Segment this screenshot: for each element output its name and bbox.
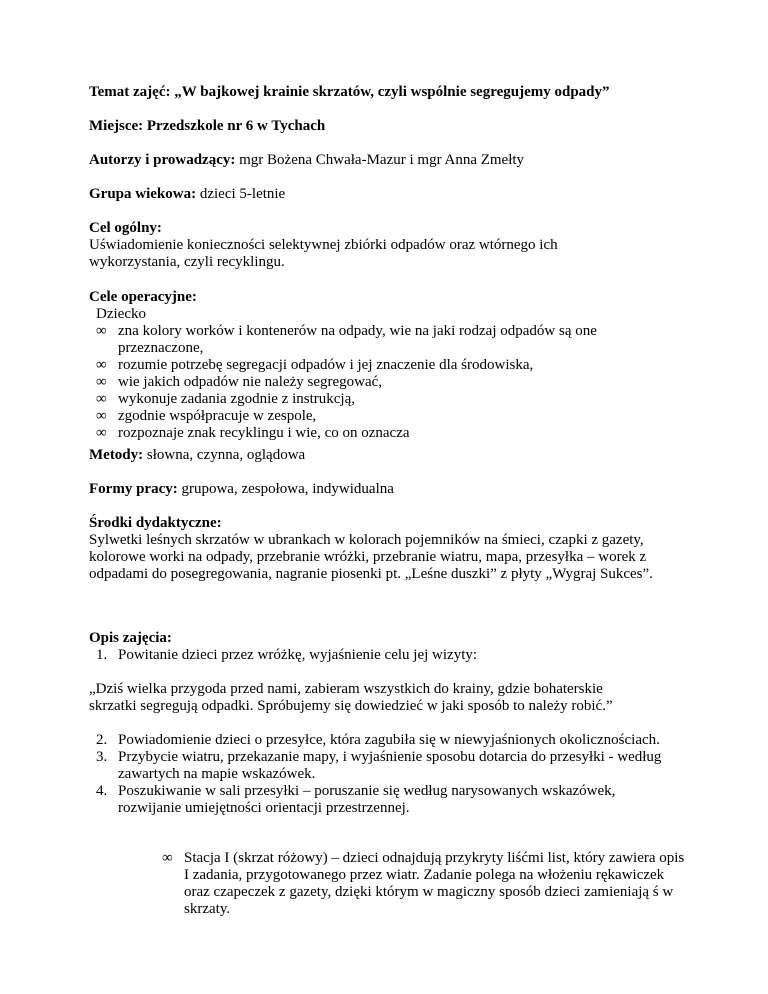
authors-line bbox=[89, 152, 689, 169]
infinity-bullet-icon: ∞ bbox=[96, 357, 107, 373]
description-steps-list bbox=[89, 732, 669, 817]
topic-line bbox=[89, 84, 689, 101]
list-item-text: Przybycie wiatru, przekazanie mapy, i wyjaśnienie sposobu dotarcia do przesyłki - według zawartych na mapie wskazówek. bbox=[118, 749, 662, 782]
infinity-bullet-icon: ∞ bbox=[162, 850, 173, 866]
general-goal-text: Uświadomienie konieczności selektywnej zbiórki odpadów oraz wtórnego ich wykorzystania, czyli recyklingu. bbox=[89, 237, 558, 270]
general-goal-heading: Cel ogólny: bbox=[89, 220, 162, 236]
list-item-text: wie jakich odpadów nie należy segregować, bbox=[118, 374, 383, 390]
step-number: 2. bbox=[96, 732, 108, 748]
methods-line bbox=[89, 447, 689, 464]
list-item bbox=[162, 850, 689, 918]
list-item bbox=[96, 391, 653, 408]
operational-goals-heading: Cele operacyjne: bbox=[89, 289, 197, 305]
place-value: Przedszkole nr 6 w Tychach bbox=[146, 118, 326, 134]
stations-list bbox=[162, 850, 689, 918]
list-item bbox=[96, 647, 689, 664]
description-section bbox=[89, 630, 689, 664]
infinity-bullet-icon: ∞ bbox=[96, 391, 107, 407]
infinity-bullet-icon: ∞ bbox=[96, 425, 107, 441]
place-label: Miejsce: bbox=[89, 118, 144, 134]
operational-goals-intro: Dziecko bbox=[96, 306, 146, 322]
forms-line bbox=[89, 481, 689, 498]
step-number: 4. bbox=[96, 783, 108, 799]
list-item-text: Poszukiwanie w sali przesyłki – poruszanie się według narysowanych wskazówek, rozwijanie umiejętności orientacji przestrzennej. bbox=[118, 783, 616, 816]
forms-value: grupowa, zespołowa, indywidualna bbox=[181, 481, 394, 497]
infinity-bullet-icon: ∞ bbox=[96, 323, 107, 339]
station-section bbox=[162, 850, 689, 918]
topic-label: Temat zajęć: bbox=[89, 84, 171, 100]
step-number: 3. bbox=[96, 749, 108, 765]
list-item-text: Powitanie dzieci przez wróżkę, wyjaśnienie celu jej wizyty: bbox=[118, 647, 478, 663]
list-item bbox=[96, 357, 653, 374]
authors-label: Autorzy i prowadzący: bbox=[89, 152, 236, 168]
operational-goals-section bbox=[89, 289, 689, 442]
fairy-quote bbox=[89, 681, 654, 715]
authors-value: mgr Bożena Chwała-Mazur i mgr Anna Zmełty bbox=[239, 152, 525, 168]
list-item-text: Stacja I (skrzat różowy) – dzieci odnajdują przykryty liśćmi list, który zawiera opis I zadania, przygotowanego przez wiatr. Zadanie polega na włożeniu rękawiczek oraz czapeczek z gazety, dzięki którym w magiczny sposób dzieci zamieniają ś w skrzaty. bbox=[184, 850, 685, 917]
age-group-label: Grupa wiekowa: bbox=[89, 186, 197, 202]
list-item bbox=[96, 408, 653, 425]
list-item bbox=[96, 749, 669, 783]
list-item-text: rozumie potrzebę segregacji odpadów i jej znaczenie dla środowiska, bbox=[118, 357, 534, 373]
forms-label: Formy pracy: bbox=[89, 481, 178, 497]
age-group-line bbox=[89, 186, 689, 203]
list-item-text: zgodnie współpracuje w zespole, bbox=[118, 408, 317, 424]
operational-goals-list bbox=[89, 323, 653, 442]
place-line bbox=[89, 118, 689, 135]
list-item-text: rozpoznaje znak recyklingu i wie, co on oznacza bbox=[118, 425, 410, 441]
list-item-text: zna kolory worków i kontenerów na odpady, wie na jaki rodzaj odpadów są one przeznaczone, bbox=[118, 323, 597, 356]
infinity-bullet-icon: ∞ bbox=[96, 374, 107, 390]
step-number: 1. bbox=[96, 647, 108, 663]
list-item bbox=[96, 783, 669, 817]
didactic-means-section bbox=[89, 515, 684, 583]
list-item bbox=[96, 323, 653, 357]
didactic-means-heading: Środki dydaktyczne: bbox=[89, 515, 222, 531]
list-item bbox=[96, 732, 669, 749]
quote-text: „Dziś wielka przygoda przed nami, zabieram wszystkich do krainy, gdzie bohaterskie skrzatki segregują odpadki. Spróbujemy się dowiedzieć w jaki sposób to należy robić.” bbox=[89, 681, 613, 714]
infinity-bullet-icon: ∞ bbox=[96, 408, 107, 424]
description-steps bbox=[89, 732, 669, 817]
list-item bbox=[96, 374, 653, 391]
general-goal-section bbox=[89, 220, 609, 271]
list-item-text: Powiadomienie dzieci o przesyłce, która zagubiła się w niewyjaśnionych okolicznościach. bbox=[118, 732, 660, 748]
list-item-text: wykonuje zadania zgodnie z instrukcją, bbox=[118, 391, 355, 407]
list-item bbox=[96, 425, 653, 442]
age-group-value: dzieci 5-letnie bbox=[199, 186, 286, 202]
description-heading: Opis zajęcia: bbox=[89, 630, 172, 646]
methods-label: Metody: bbox=[89, 447, 144, 463]
description-step1-list bbox=[89, 647, 689, 664]
methods-value: słowna, czynna, oglądowa bbox=[146, 447, 306, 463]
topic-value: „W bajkowej krainie skrzatów, czyli wspólnie segregujemy odpady” bbox=[174, 84, 610, 100]
didactic-means-text: Sylwetki leśnych skrzatów w ubrankach w kolorach pojemników na śmieci, czapki z gazety, kolorowe worki na odpady, przebranie wróżki, przebranie wiatru, mapa, przesyłka – worek z odpadami do posegregowania, nagranie piosenki pt. „Leśne duszki” z płyty „Wygraj Sukces”. bbox=[89, 532, 653, 582]
